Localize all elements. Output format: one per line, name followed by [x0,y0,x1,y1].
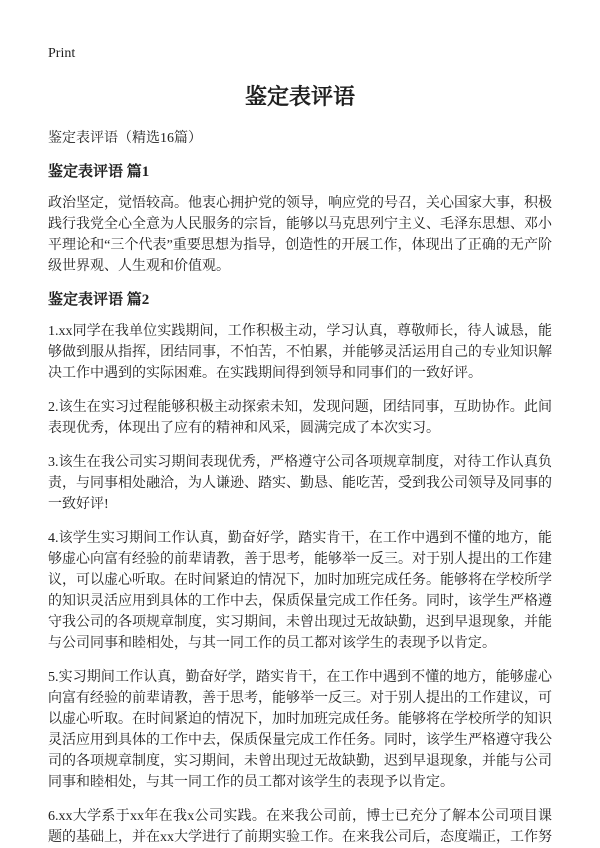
paragraph: 2.该生在实习过程能够积极主动探索未知，发现问题，团结同事，互助协作。此间表现优秀，体现出了应有的精神和风采，圆满完成了本次实习。 [48,400,552,436]
paragraph: 4.该学生实习期间工作认真，勤奋好学，踏实肯干，在工作中遇到不懂的地方，能够虚心向富有经验的前辈请教，善于思考，能够举一反三。对于别人提出的工作建议，可以虚心听取。在时间紧迫的情况下，加时加班完成任务。能够将在学校所学的知识灵活应用到具体的工作中去，保质保量完成工作任务。同时，该学生严格遵守我公司的各项规章制度，实习期间，未曾出现过无故缺勤，迟到早退现象，并能与公司同事和睦相处，与其一同工作的员工都对该学生的表现予以肯定。 [48,531,552,651]
paragraph: 1.xx同学在我单位实践期间，工作积极主动，学习认真，尊敬师长，待人诚恳，能够做到服从指挥，团结同事，不怕苦，不怕累，并能够灵活运用自己的专业知识解决工作中遇到的实际困难。在实践期间得到领导和同事们的一致好评。 [48,324,552,381]
paragraph: 6.xx大学系于xx年在我x公司实践。在来我公司前，博士已充分了解本公司项目课题的基础上，并在xx大学进行了前期实验工作。在来我公司后，态度端正，工作努 [48,809,552,845]
paragraph: 3.该生在我公司实习期间表现优秀，严格遵守公司各项规章制度，对待工作认真负责，与同事相处融洽，为人谦逊、踏实、勤恳、能吃苦，受到我公司领导及同事的一致好评! [48,455,552,512]
print-link[interactable]: Print [48,46,76,61]
paragraph: 5.实习期间工作认真，勤奋好学，踏实肯干，在工作中遇到不懂的地方，能够虚心向富有经验的前辈请教，善于思考，能够举一反三。对于别人提出的工作建议，可以虚心听取。在时间紧迫的情况下，加时加班完成任务。能够将在学校所学的知识灵活应用到具体的工作中去，保质保量完成工作任务。同时，该学生严格遵守我公司的各项规章制度，实习期间，未曾出现过无故缺勤，迟到早退现象，并能与公司同事和睦相处，与其一同工作的员工都对该学生的表现予以肯定。 [48,670,552,790]
paragraph: 政治坚定，觉悟较高。他衷心拥护党的领导，响应党的号召，关心国家大事，积极践行我党全心全意为人民服务的宗旨，能够以马克思列宁主义、毛泽东思想、邓小平理论和“三个代表”重要思想为指导，创造性的开展工作，体现出了正确的无产阶级世界观、人生观和价值观。 [48,196,552,274]
section-heading-1: 鉴定表评语 篇1 [48,164,150,180]
doc-subtitle: 鉴定表评语（精选16篇） [48,131,202,146]
page-title: 鉴定表评语 [244,84,355,109]
section-heading-2: 鉴定表评语 篇2 [48,292,150,308]
